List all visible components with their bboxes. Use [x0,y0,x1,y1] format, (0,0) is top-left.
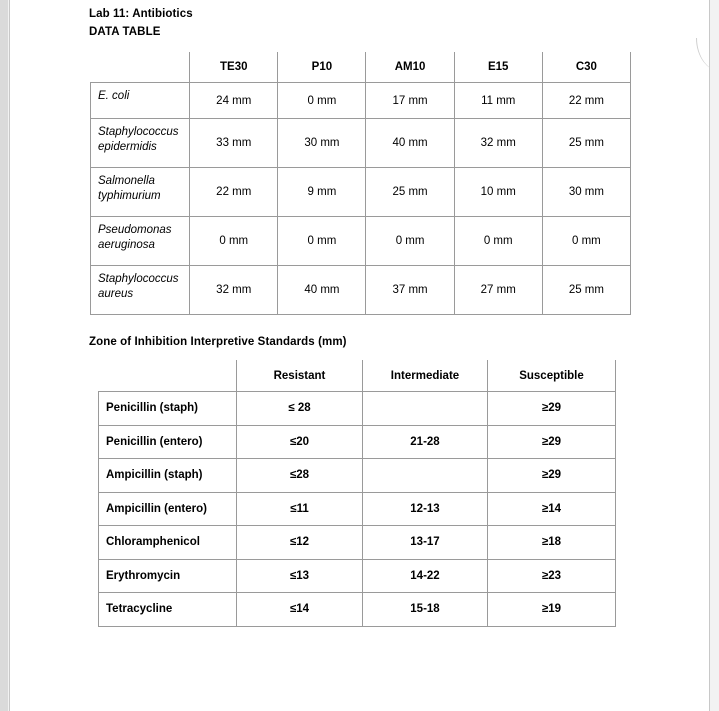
drug-label: Erythromycin [99,559,237,593]
zone-value: 0 mm [190,217,278,266]
table-row [99,593,616,627]
intermediate-value: 15-18 [363,593,488,627]
zone-value: 30 mm [542,168,630,217]
table-row [91,83,631,119]
data-table-column-header-c30: C30 [542,52,630,83]
susceptible-value: ≥29 [488,459,616,493]
table-row [99,392,616,426]
zone-value: 9 mm [278,168,366,217]
standards-table-heading: Zone of Inhibition Interpretive Standards (mm) [89,336,347,348]
intermediate-value: 14-22 [363,559,488,593]
data-table-column-header-e15: E15 [454,52,542,83]
organism-label: Salmonella typhimurium [91,168,190,217]
data-table-corner-cell [91,52,190,83]
zone-value: 24 mm [190,83,278,119]
table-row [91,168,631,217]
zone-value: 0 mm [454,217,542,266]
standards-table [98,360,616,627]
resistant-value: ≤13 [237,559,363,593]
table-row [99,459,616,493]
data-table-heading: DATA TABLE [89,26,161,38]
zone-value: 27 mm [454,266,542,315]
zone-value: 32 mm [454,119,542,168]
susceptible-value: ≥29 [488,425,616,459]
zone-value: 32 mm [190,266,278,315]
data-table-column-header-te30: TE30 [190,52,278,83]
organism-label: E. coli [91,83,190,119]
zone-value: 11 mm [454,83,542,119]
zone-value: 22 mm [542,83,630,119]
table-row [99,425,616,459]
zone-value: 37 mm [366,266,454,315]
drug-label: Tetracycline [99,593,237,627]
zone-value: 10 mm [454,168,542,217]
organism-label: Staphylococcus aureus [91,266,190,315]
data-table-column-header-am10: AM10 [366,52,454,83]
standards-column-header-resistant: Resistant [237,360,363,392]
zone-value: 25 mm [366,168,454,217]
standards-table-header-row [99,360,616,392]
zone-value: 22 mm [190,168,278,217]
susceptible-value: ≥29 [488,392,616,426]
zone-value: 40 mm [366,119,454,168]
viewer-left-gutter [0,0,8,711]
standards-column-header-susceptible: Susceptible [488,360,616,392]
zone-value: 0 mm [542,217,630,266]
resistant-value: ≤ 28 [237,392,363,426]
susceptible-value: ≥23 [488,559,616,593]
zone-value: 33 mm [190,119,278,168]
data-table-column-header-p10: P10 [278,52,366,83]
organism-label: Pseudomonas aeruginosa [91,217,190,266]
zone-value: 40 mm [278,266,366,315]
zone-value: 25 mm [542,119,630,168]
document-content [10,0,711,711]
standards-table-corner-cell [99,360,237,392]
zone-value: 0 mm [366,217,454,266]
susceptible-value: ≥19 [488,593,616,627]
intermediate-value [363,392,488,426]
drug-label: Chloramphenicol [99,526,237,560]
resistant-value: ≤20 [237,425,363,459]
table-row [99,559,616,593]
susceptible-value: ≥18 [488,526,616,560]
zone-value: 0 mm [278,83,366,119]
table-row [99,492,616,526]
resistant-value: ≤12 [237,526,363,560]
intermediate-value: 21-28 [363,425,488,459]
intermediate-value: 12-13 [363,492,488,526]
zone-value: 17 mm [366,83,454,119]
zone-value: 25 mm [542,266,630,315]
drug-label: Ampicillin (entero) [99,492,237,526]
table-row [91,119,631,168]
intermediate-value [363,459,488,493]
standards-column-header-intermediate: Intermediate [363,360,488,392]
drug-label: Ampicillin (staph) [99,459,237,493]
resistant-value: ≤14 [237,593,363,627]
zone-value: 0 mm [278,217,366,266]
zone-value: 30 mm [278,119,366,168]
page-title: Lab 11: Antibiotics [89,8,193,20]
table-row [91,217,631,266]
drug-label: Penicillin (staph) [99,392,237,426]
susceptible-value: ≥14 [488,492,616,526]
table-row [91,266,631,315]
intermediate-value: 13-17 [363,526,488,560]
data-table [90,52,631,315]
resistant-value: ≤28 [237,459,363,493]
table-row [99,526,616,560]
document-page [9,0,710,711]
organism-label: Staphylococcus epidermidis [91,119,190,168]
resistant-value: ≤11 [237,492,363,526]
drug-label: Penicillin (entero) [99,425,237,459]
data-table-header-row [91,52,631,83]
